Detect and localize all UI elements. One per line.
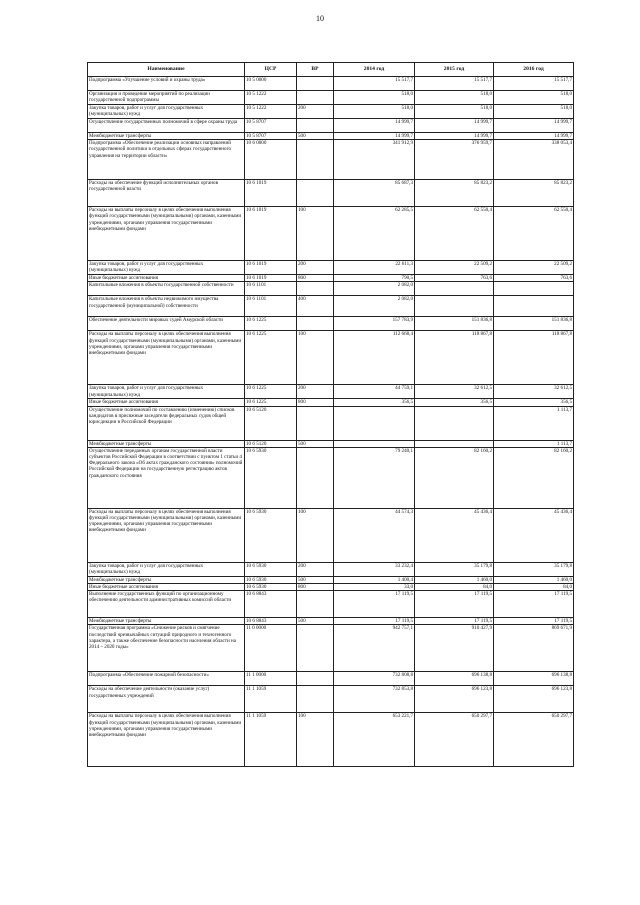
row-value-2015: 22 509,2 bbox=[415, 261, 494, 275]
row-value-2014: 79 240,1 bbox=[334, 447, 415, 508]
row-vr: 800 bbox=[297, 399, 334, 406]
row-name: Расходы на выплаты персоналу в целях обеспечения выполнения функций государственными (муниципальными) органами, казенными учреждениями, органами управления государственными внебюджетными фондами bbox=[88, 508, 245, 562]
row-value-2015: 696 123,8 bbox=[415, 686, 494, 713]
table-row bbox=[88, 406, 574, 440]
table-row bbox=[88, 317, 574, 331]
row-name: Межбюджетные трансферты bbox=[88, 440, 245, 447]
row-value-2016: 869 671,9 bbox=[494, 625, 574, 672]
row-vr: 200 bbox=[297, 385, 334, 399]
row-vr bbox=[297, 119, 334, 133]
row-value-2014: 14 999,7 bbox=[334, 119, 415, 133]
row-value-2015: 62 550,4 bbox=[415, 207, 494, 261]
row-value-2016: 85 823,2 bbox=[494, 180, 574, 207]
table-row bbox=[88, 105, 574, 119]
row-value-2016: 14 999,7 bbox=[494, 119, 574, 133]
row-name: Подпрограмма «Обеспечение пожарной безопасности» bbox=[88, 672, 245, 686]
table-row bbox=[88, 713, 574, 767]
table-row bbox=[88, 133, 574, 140]
table-row bbox=[88, 440, 574, 447]
table-row bbox=[88, 399, 574, 406]
row-value-2016: 17 119,5 bbox=[494, 618, 574, 625]
table-row bbox=[88, 385, 574, 399]
table-row bbox=[88, 180, 574, 207]
row-vr bbox=[297, 591, 334, 618]
row-name: Межбюджетные трансферты bbox=[88, 133, 245, 140]
row-vr bbox=[297, 317, 334, 331]
row-vr bbox=[297, 180, 334, 207]
row-csr: 10 5 8707 bbox=[245, 119, 297, 133]
row-name: Подпрограмма «Улучшение условий и охраны труда» bbox=[88, 77, 245, 91]
row-value-2015: 696 138,8 bbox=[415, 672, 494, 686]
row-value-2015: 151 836,8 bbox=[415, 317, 494, 331]
row-vr bbox=[297, 140, 334, 180]
table-row bbox=[88, 447, 574, 508]
row-name: Организация и проведение мероприятий по реализации государственной подпрограммы bbox=[88, 91, 245, 105]
row-name: Закупка товаров, работ и услуг для государственных (муниципальных) нужд bbox=[88, 105, 245, 119]
row-name: Капитальные вложения в объекты недвижимого имущества государственной (муниципальной) собственности bbox=[88, 296, 245, 317]
row-value-2016: 84,0 bbox=[494, 584, 574, 591]
row-value-2015: 650 297,7 bbox=[415, 713, 494, 767]
row-vr bbox=[297, 447, 334, 508]
row-value-2016: 696 138,8 bbox=[494, 672, 574, 686]
row-value-2016: 82 160,2 bbox=[494, 447, 574, 508]
row-value-2014: 62 285,5 bbox=[334, 207, 415, 261]
row-value-2016: 338 053,4 bbox=[494, 140, 574, 180]
row-value-2014: 112 668,4 bbox=[334, 331, 415, 385]
row-value-2014 bbox=[334, 440, 415, 447]
row-value-2014 bbox=[334, 406, 415, 440]
row-csr: 10 6 1101 bbox=[245, 296, 297, 317]
row-csr: 10 5 8707 bbox=[245, 133, 297, 140]
row-csr: 10 6 1019 bbox=[245, 180, 297, 207]
row-value-2014: 518,0 bbox=[334, 91, 415, 105]
row-value-2014: 44 759,1 bbox=[334, 385, 415, 399]
row-csr: 10 6 1019 bbox=[245, 261, 297, 275]
row-value-2016: 14 999,7 bbox=[494, 133, 574, 140]
row-vr: 200 bbox=[297, 261, 334, 275]
row-value-2015: 356,5 bbox=[415, 399, 494, 406]
table-row bbox=[88, 618, 574, 625]
row-name: Осуществление государственных полномочий в сфере охраны труда bbox=[88, 119, 245, 133]
row-value-2015: 45 436,4 bbox=[415, 508, 494, 562]
row-csr: 10 6 1225 bbox=[245, 331, 297, 385]
row-name: Осуществление переданных органам государственной власти субъектов Российской Федерации в соответствии с пунктом 1 статьи 4 Федерального закона «Об актах гражданского состояния» полномочий Российской Федерации на государственную регистрацию актов гражданского состояния bbox=[88, 447, 245, 508]
row-value-2016: 356,5 bbox=[494, 399, 574, 406]
row-value-2014: 15 517,7 bbox=[334, 77, 415, 91]
table-row bbox=[88, 576, 574, 583]
row-csr: 10 6 1225 bbox=[245, 399, 297, 406]
row-csr: 11 1 1059 bbox=[245, 713, 297, 767]
row-value-2015: 17 119,5 bbox=[415, 591, 494, 618]
table-row bbox=[88, 91, 574, 105]
row-value-2014: 17 119,5 bbox=[334, 591, 415, 618]
row-vr bbox=[297, 282, 334, 296]
row-name: Расходы на выплаты персоналу в целях обеспечения выполнения функций государственными (муниципальными) органами, казенными учреждениями, органами управления государственными внебюджетными фондами bbox=[88, 713, 245, 767]
row-vr: 100 bbox=[297, 331, 334, 385]
row-value-2015: 763,6 bbox=[415, 275, 494, 282]
row-csr: 10 6 1101 bbox=[245, 282, 297, 296]
row-name: Иные бюджетные ассигнования bbox=[88, 275, 245, 282]
row-value-2015 bbox=[415, 440, 494, 447]
table-row bbox=[88, 591, 574, 618]
row-csr: 10 6 5930 bbox=[245, 447, 297, 508]
row-csr: 10 6 0000 bbox=[245, 140, 297, 180]
header-2015: 2015 год bbox=[415, 63, 494, 77]
row-value-2016: 1 113,7 bbox=[494, 440, 574, 447]
row-name: Закупка товаров, работ и услуг для государственных (муниципальных) нужд bbox=[88, 261, 245, 275]
row-value-2015: 32 612,5 bbox=[415, 385, 494, 399]
row-vr: 500 bbox=[297, 576, 334, 583]
row-value-2014: 790,5 bbox=[334, 275, 415, 282]
row-vr: 100 bbox=[297, 713, 334, 767]
row-csr: 10 6 1225 bbox=[245, 385, 297, 399]
row-value-2016: 32 612,5 bbox=[494, 385, 574, 399]
row-name: Выполнение государственных функций по организационному обеспечению деятельности административных комиссий области bbox=[88, 591, 245, 618]
row-value-2015: 17 119,5 bbox=[415, 618, 494, 625]
row-value-2016: 518,0 bbox=[494, 91, 574, 105]
row-value-2016: 763,6 bbox=[494, 275, 574, 282]
header-2016: 2016 год bbox=[494, 63, 574, 77]
row-vr: 800 bbox=[297, 275, 334, 282]
row-name: Межбюджетные трансферты bbox=[88, 576, 245, 583]
row-value-2014: 22 611,3 bbox=[334, 261, 415, 275]
row-name: Закупка товаров, работ и услуг для государственных (муниципальных) нужд bbox=[88, 385, 245, 399]
row-vr: 200 bbox=[297, 105, 334, 119]
row-name: Закупка товаров, работ и услуг для государственных (муниципальных) нужд bbox=[88, 562, 245, 576]
row-name: Государственная программа «Снижение рисков и смягчение последствий чрезвычайных ситуаций природного и техногенного характера, а также обеспечение безопасности населения области на 2014 – 2020 годы» bbox=[88, 625, 245, 672]
row-vr: 800 bbox=[297, 584, 334, 591]
budget-table bbox=[87, 62, 574, 767]
header-csr: ЦСР bbox=[245, 63, 297, 77]
row-vr: 100 bbox=[297, 207, 334, 261]
row-value-2015: 14 999,7 bbox=[415, 133, 494, 140]
table-row bbox=[88, 140, 574, 180]
row-csr: 11 1 1059 bbox=[245, 686, 297, 713]
row-vr: 500 bbox=[297, 440, 334, 447]
row-value-2016: 696 123,8 bbox=[494, 686, 574, 713]
row-value-2015: 35 179,8 bbox=[415, 562, 494, 576]
row-value-2015: 518,0 bbox=[415, 91, 494, 105]
row-value-2014: 942 757,1 bbox=[334, 625, 415, 672]
row-csr: 10 5 1222 bbox=[245, 91, 297, 105]
budget-table-wrapper bbox=[87, 62, 574, 767]
row-csr: 10 6 5930 bbox=[245, 576, 297, 583]
table-row bbox=[88, 207, 574, 261]
table-row bbox=[88, 296, 574, 317]
row-vr bbox=[297, 91, 334, 105]
row-value-2016 bbox=[494, 282, 574, 296]
row-value-2014: 17 119,5 bbox=[334, 618, 415, 625]
row-name: Иные бюджетные ассигнования bbox=[88, 584, 245, 591]
row-vr bbox=[297, 686, 334, 713]
table-body bbox=[88, 77, 574, 767]
row-value-2014: 2 082,0 bbox=[334, 282, 415, 296]
row-name: Межбюджетные трансферты bbox=[88, 618, 245, 625]
row-value-2015: 376 959,7 bbox=[415, 140, 494, 180]
page-number: 10 bbox=[316, 14, 324, 23]
row-csr: 10 6 8843 bbox=[245, 591, 297, 618]
row-value-2016: 15 517,7 bbox=[494, 77, 574, 91]
table-row bbox=[88, 119, 574, 133]
row-vr: 500 bbox=[297, 618, 334, 625]
row-name: Обеспечение деятельности мировых судей Амурской области bbox=[88, 317, 245, 331]
row-name: Расходы на обеспечение функций исполнительных органов государственной власти bbox=[88, 180, 245, 207]
row-value-2014: 732 853,8 bbox=[334, 686, 415, 713]
row-value-2014: 157 783,9 bbox=[334, 317, 415, 331]
row-value-2014: 14 999,7 bbox=[334, 133, 415, 140]
row-value-2015 bbox=[415, 296, 494, 317]
row-value-2015: 118 867,8 bbox=[415, 331, 494, 385]
row-name: Расходы на выплаты персоналу в целях обеспечения выполнения функций государственными (муниципальными) органами, казенными учреждениями, органами управления государственными внебюджетными фондами bbox=[88, 207, 245, 261]
row-value-2016: 62 550,4 bbox=[494, 207, 574, 261]
row-value-2016: 1 113,7 bbox=[494, 406, 574, 440]
table-row bbox=[88, 508, 574, 562]
row-name: Иные бюджетные ассигнования bbox=[88, 399, 245, 406]
row-value-2015: 84,0 bbox=[415, 584, 494, 591]
row-name: Расходы на выплаты персоналу в целях обеспечения выполнения функций государственными (муниципальными) органами, казенными учреждениями, органами управления государственными внебюджетными фондами bbox=[88, 331, 245, 385]
row-value-2016: 650 297,7 bbox=[494, 713, 574, 767]
row-csr: 10 6 1019 bbox=[245, 275, 297, 282]
row-value-2016: 17 119,5 bbox=[494, 591, 574, 618]
row-vr: 200 bbox=[297, 562, 334, 576]
table-row bbox=[88, 275, 574, 282]
table-row bbox=[88, 282, 574, 296]
row-value-2015: 14 999,7 bbox=[415, 119, 494, 133]
row-value-2014: 356,5 bbox=[334, 399, 415, 406]
row-csr: 10 6 5120 bbox=[245, 406, 297, 440]
table-row bbox=[88, 584, 574, 591]
table-row bbox=[88, 331, 574, 385]
row-name: Осуществление полномочий по составлению (изменению) списков кандидатов в присяжные заседатели федеральных судов общей юрисдикции в Российской Федерации bbox=[88, 406, 245, 440]
row-value-2015: 1 460,0 bbox=[415, 576, 494, 583]
header-2014: 2014 год bbox=[334, 63, 415, 77]
row-csr: 11 1 0000 bbox=[245, 672, 297, 686]
row-value-2016: 35 179,8 bbox=[494, 562, 574, 576]
row-csr: 10 5 0000 bbox=[245, 77, 297, 91]
row-value-2015: 15 517,7 bbox=[415, 77, 494, 91]
row-vr bbox=[297, 672, 334, 686]
row-value-2015: 82 160,2 bbox=[415, 447, 494, 508]
row-value-2016 bbox=[494, 296, 574, 317]
row-csr: 10 6 8843 bbox=[245, 618, 297, 625]
row-name: Подпрограмма «Обеспечение реализации основных направлений государственной политики в отдельных сферах государственного управления на территории области» bbox=[88, 140, 245, 180]
row-value-2016: 118 867,8 bbox=[494, 331, 574, 385]
row-value-2016: 45 436,4 bbox=[494, 508, 574, 562]
row-csr: 10 6 1019 bbox=[245, 207, 297, 261]
row-value-2014: 33 232,4 bbox=[334, 562, 415, 576]
row-value-2014: 732 808,8 bbox=[334, 672, 415, 686]
table-row bbox=[88, 625, 574, 672]
table-row bbox=[88, 672, 574, 686]
row-csr: 10 6 5120 bbox=[245, 440, 297, 447]
row-csr: 10 6 5930 bbox=[245, 562, 297, 576]
row-vr bbox=[297, 625, 334, 672]
row-vr: 400 bbox=[297, 296, 334, 317]
row-csr: 10 6 1225 bbox=[245, 317, 297, 331]
table-header-row bbox=[88, 63, 574, 77]
row-csr: 11 0 0000 bbox=[245, 625, 297, 672]
row-vr bbox=[297, 77, 334, 91]
row-value-2014: 341 912,9 bbox=[334, 140, 415, 180]
row-value-2015: 85 823,2 bbox=[415, 180, 494, 207]
row-name: Расходы на обеспечение деятельности (оказание услуг) государственных учреждений bbox=[88, 686, 245, 713]
table-row bbox=[88, 261, 574, 275]
row-value-2014: 85 687,3 bbox=[334, 180, 415, 207]
row-value-2014: 518,0 bbox=[334, 105, 415, 119]
row-value-2015 bbox=[415, 282, 494, 296]
table-row bbox=[88, 77, 574, 91]
row-csr: 10 5 1222 bbox=[245, 105, 297, 119]
row-value-2014: 44 574,3 bbox=[334, 508, 415, 562]
row-value-2015: 910 427,9 bbox=[415, 625, 494, 672]
row-value-2016: 22 509,2 bbox=[494, 261, 574, 275]
row-vr: 500 bbox=[297, 133, 334, 140]
row-value-2016: 518,0 bbox=[494, 105, 574, 119]
row-csr: 10 6 5930 bbox=[245, 584, 297, 591]
table-row bbox=[88, 562, 574, 576]
row-vr: 100 bbox=[297, 508, 334, 562]
row-value-2015 bbox=[415, 406, 494, 440]
row-vr bbox=[297, 406, 334, 440]
row-value-2015: 518,0 bbox=[415, 105, 494, 119]
header-name: Наименование bbox=[88, 63, 245, 77]
header-vr: ВР bbox=[297, 63, 334, 77]
row-value-2014: 33,0 bbox=[334, 584, 415, 591]
row-value-2014: 653 221,7 bbox=[334, 713, 415, 767]
row-value-2014: 1 400,4 bbox=[334, 576, 415, 583]
row-csr: 10 6 5930 bbox=[245, 508, 297, 562]
row-value-2016: 1 460,0 bbox=[494, 576, 574, 583]
row-value-2016: 151 836,8 bbox=[494, 317, 574, 331]
row-value-2014: 2 082,0 bbox=[334, 296, 415, 317]
table-row bbox=[88, 686, 574, 713]
row-name: Капитальные вложения в объекты государственной собственности bbox=[88, 282, 245, 296]
